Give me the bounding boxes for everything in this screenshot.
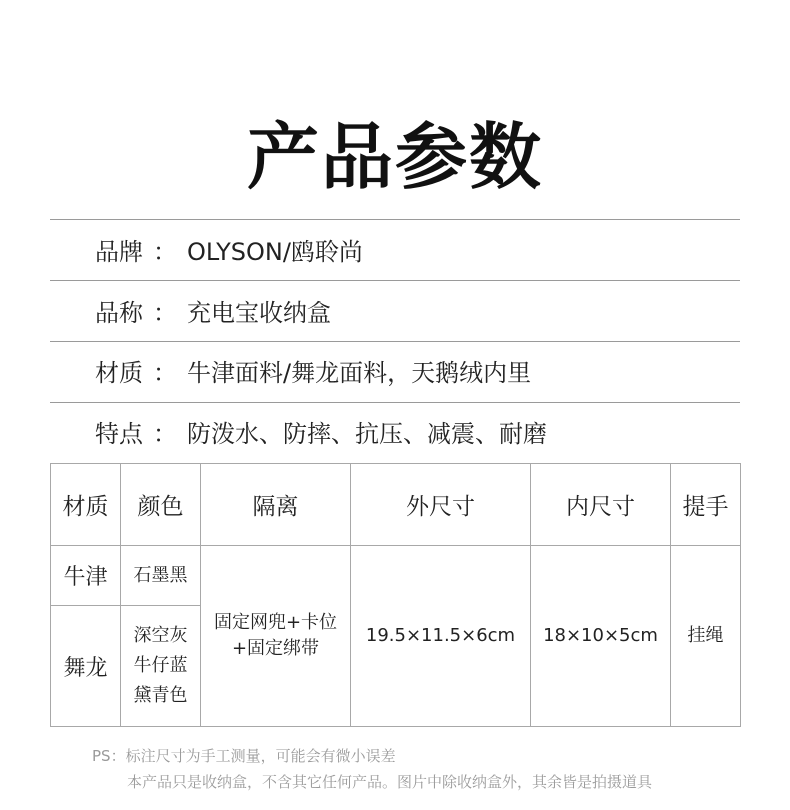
color-cell: [121, 546, 201, 606]
material-cell: 舞龙: [51, 606, 121, 727]
parameter-table: [50, 463, 741, 727]
spec-label: 品称: [95, 299, 143, 327]
isolation-line: 固定网兜+卡位: [213, 612, 338, 633]
header-inner-size: 内尺寸: [531, 464, 671, 546]
spec-label: 材质: [95, 359, 143, 387]
header-isolation: 隔离: [201, 464, 351, 546]
spec-value: 牛津面料/舞龙面料，天鹅绒内里: [187, 359, 532, 387]
header-material: 材质: [51, 464, 121, 546]
spec-separator: ：: [153, 420, 177, 448]
table-header-row: [51, 464, 741, 546]
divider: [50, 341, 740, 342]
material-cell: 牛津: [51, 546, 121, 606]
color-name: 黛青色: [133, 685, 188, 706]
table-row: [51, 546, 741, 606]
header-handle: 提手: [671, 464, 741, 546]
color-name: 深空灰: [133, 625, 188, 646]
color-name: 石墨黑: [133, 564, 188, 586]
spec-separator: ：: [153, 299, 177, 327]
spec-value: OLYSON/鸥聆尚: [187, 238, 363, 266]
spec-separator: ：: [153, 238, 177, 266]
spec-material: [95, 356, 531, 390]
divider: [50, 280, 740, 281]
spec-separator: ：: [153, 359, 177, 387]
inner-size-cell: 18×10×5cm: [531, 546, 671, 727]
spec-product-name: [95, 296, 331, 330]
spec-label: 特点: [95, 420, 143, 448]
page-title: 产品参数: [246, 115, 543, 199]
header-color: 颜色: [121, 464, 201, 546]
note-disclaimer: 本产品只是收纳盒，不含其它任何产品。图片中除收纳盒外，其余皆是拍摄道具: [127, 773, 653, 791]
color-cell: [121, 606, 201, 727]
outer-size-cell: 19.5×11.5×6cm: [351, 546, 531, 727]
color-name: 牛仔蓝: [133, 655, 188, 676]
handle-cell: 挂绳: [671, 546, 741, 727]
spec-label: 品牌: [95, 238, 143, 266]
isolation-line: +固定绑带: [231, 638, 320, 659]
divider: [50, 219, 740, 220]
isolation-cell: [201, 546, 351, 727]
spec-brand: [95, 235, 363, 269]
header-outer-size: 外尺寸: [351, 464, 531, 546]
note-measurement: PS：标注尺寸为手工测量，可能会有微小误差: [92, 747, 396, 765]
spec-features: [95, 417, 547, 451]
spec-value: 充电宝收纳盒: [187, 299, 331, 327]
spec-value: 防泼水、防摔、抗压、减震、耐磨: [187, 420, 547, 448]
divider: [50, 402, 740, 403]
